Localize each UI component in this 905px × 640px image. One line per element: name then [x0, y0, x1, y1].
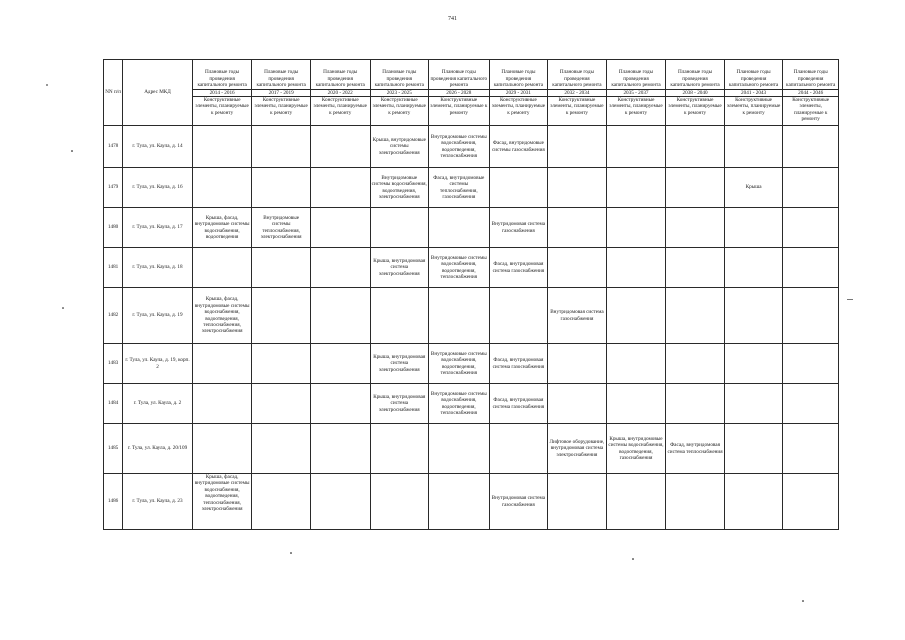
elements-header-6: Конструктивные элементы, планируемые к ремонту	[489, 97, 548, 126]
repair-elements-cell	[783, 344, 839, 384]
repair-elements-cell	[310, 208, 370, 248]
row-address: г. Тула, ул. Каула, д. 19, корп. 2	[123, 344, 193, 384]
repair-elements-cell	[252, 424, 311, 474]
repair-elements-cell	[429, 424, 490, 474]
repair-elements-cell: Лифтовое оборудование, внутридомовая система электроснабжения	[548, 424, 607, 474]
scan-speck	[46, 84, 48, 86]
row-number: 1484	[104, 384, 123, 424]
repair-elements-cell	[783, 248, 839, 288]
repair-elements-cell	[192, 384, 252, 424]
table-row	[104, 424, 839, 474]
repair-elements-cell	[489, 288, 548, 344]
repair-elements-cell	[310, 344, 370, 384]
period-header-5	[429, 60, 490, 97]
period-label: Плановые годы проведения капитального ремонта	[786, 69, 836, 89]
period-label: Плановые годы проведения капитального ремонта	[374, 69, 424, 89]
elements-header-3: Конструктивные элементы, планируемые к ремонту	[310, 97, 370, 126]
repair-elements-cell	[192, 424, 252, 474]
scan-speck	[632, 558, 634, 560]
period-label: Плановые годы проведения капитального ремонта	[611, 69, 661, 89]
repair-elements-cell	[192, 344, 252, 384]
repair-elements-cell	[548, 384, 607, 424]
repair-elements-cell: Крыша, внутридомовая система электроснабжения	[370, 344, 429, 384]
repair-elements-cell: Внутридомовые системы водоснабжения, водоотведения, теплоснабжения	[429, 126, 490, 168]
header-periods-row	[104, 60, 839, 97]
elements-header-2: Конструктивные элементы, планируемые к ремонту	[252, 97, 311, 126]
repair-elements-cell	[783, 474, 839, 530]
repair-elements-cell	[429, 474, 490, 530]
period-years: 2035 - 2037	[607, 89, 666, 96]
repair-elements-cell	[310, 474, 370, 530]
repair-elements-cell	[489, 424, 548, 474]
repair-elements-cell	[548, 168, 607, 208]
repair-elements-cell	[606, 474, 666, 530]
elements-header-11: Конструктивные элементы, планируемые к ремонту	[783, 97, 839, 126]
period-header-10	[724, 60, 783, 97]
repair-elements-cell	[548, 344, 607, 384]
repair-elements-cell	[783, 288, 839, 344]
repair-elements-cell	[310, 288, 370, 344]
row-number: 1485	[104, 424, 123, 474]
row-number: 1478	[104, 126, 123, 168]
scan-speck	[71, 150, 73, 152]
row-number: 1480	[104, 208, 123, 248]
repair-elements-cell	[666, 474, 725, 530]
repair-elements-cell	[724, 208, 783, 248]
period-years: 2026 - 2028	[429, 89, 489, 96]
period-header-3	[310, 60, 370, 97]
repair-elements-cell	[548, 474, 607, 530]
repair-elements-cell	[310, 126, 370, 168]
repair-elements-cell	[429, 208, 490, 248]
repair-elements-cell	[783, 168, 839, 208]
repair-elements-cell: Фасад, внутридомовые системы газоснабжения	[489, 126, 548, 168]
repair-elements-cell	[724, 344, 783, 384]
table-row	[104, 288, 839, 344]
row-address: г. Тула, ул. Каула, д. 23	[123, 474, 193, 530]
repair-elements-cell: Внутридомовые системы водоснабжения, водоотведения, теплоснабжения	[429, 248, 490, 288]
repair-elements-cell	[724, 288, 783, 344]
repair-elements-cell: Внутридомовые системы водоснабжения, водоотведения, теплоснабжения	[429, 344, 490, 384]
repair-elements-cell	[606, 248, 666, 288]
repair-elements-cell	[310, 248, 370, 288]
repair-elements-cell	[370, 474, 429, 530]
repair-elements-cell: Крыша, внутридомовая система электроснабжения	[370, 248, 429, 288]
repair-elements-cell	[606, 126, 666, 168]
period-label: Плановые годы проведения капитального ремонта	[670, 69, 720, 89]
table-row	[104, 126, 839, 168]
period-years: 2041 - 2043	[725, 89, 783, 96]
repair-elements-cell: Крыша	[724, 168, 783, 208]
repair-elements-cell	[606, 344, 666, 384]
period-years: 2014 - 2016	[193, 89, 252, 96]
repair-elements-cell	[724, 126, 783, 168]
row-number: 1483	[104, 344, 123, 384]
period-years: 2029 - 2031	[490, 89, 548, 96]
repair-elements-cell	[783, 424, 839, 474]
page-number: 741	[448, 16, 457, 22]
repair-elements-cell	[724, 474, 783, 530]
row-number: 1486	[104, 474, 123, 530]
period-years: 2023 - 2025	[371, 89, 429, 96]
repair-elements-cell: Крыша, фасад, внутридомовые системы водоснабжения, водоотведения, теплоснабжения, электроснабжения	[192, 474, 252, 530]
header-elements-row	[104, 97, 839, 126]
repair-elements-cell	[310, 384, 370, 424]
elements-header-10: Конструктивные элементы, планируемые к ремонту	[724, 97, 783, 126]
repair-elements-cell: Крыша, внутридомовые системы электроснабжения	[370, 126, 429, 168]
repair-elements-cell: Внутридомовые системы теплоснабжения, электроснабжения	[252, 208, 311, 248]
repair-elements-cell	[548, 208, 607, 248]
repair-elements-cell: Фасад, внутридомовые системы теплоснабжения, газоснабжения	[429, 168, 490, 208]
repair-elements-cell: Внутридомовые системы водоснабжения, водоотведения, теплоснабжения	[429, 384, 490, 424]
elements-header-1: Конструктивные элементы, планируемые к ремонту	[192, 97, 252, 126]
period-years: 2017 - 2019	[252, 89, 310, 96]
scan-speck	[802, 600, 804, 602]
table-row	[104, 168, 839, 208]
repair-elements-cell	[606, 384, 666, 424]
repair-elements-cell	[783, 126, 839, 168]
repair-elements-cell: Внутридомовые системы водоснабжения, водоотведения, электроснабжения	[370, 168, 429, 208]
repair-elements-cell	[606, 288, 666, 344]
repair-elements-cell	[666, 126, 725, 168]
repair-elements-cell	[666, 248, 725, 288]
period-label: Плановые годы проведения капитального ремонта	[728, 69, 779, 89]
repair-elements-cell	[724, 384, 783, 424]
period-years: 2032 - 2034	[548, 89, 606, 96]
period-header-7	[548, 60, 607, 97]
row-address: г. Тула, ул. Каула, д. 14	[123, 126, 193, 168]
repair-elements-cell	[548, 126, 607, 168]
repair-elements-cell	[192, 248, 252, 288]
repair-elements-cell	[666, 288, 725, 344]
repair-elements-cell: Крыша, внутридомовые системы водоснабжения, водоотведения, газоснабжения	[606, 424, 666, 474]
period-years: 2020 - 2022	[311, 89, 370, 96]
elements-header-5: Конструктивные элементы, планируемые к ремонту	[429, 97, 490, 126]
period-header-9	[666, 60, 725, 97]
table-row	[104, 384, 839, 424]
repair-elements-cell: Внутридомовая система газоснабжения	[548, 288, 607, 344]
scan-speck	[290, 552, 292, 554]
elements-header-4: Конструктивные элементы, планируемые к ремонту	[370, 97, 429, 126]
elements-header-8: Конструктивные элементы, планируемые к ремонту	[606, 97, 666, 126]
period-header-2	[252, 60, 311, 97]
table-row	[104, 344, 839, 384]
scan-speck	[847, 299, 853, 300]
repair-elements-cell: Фасад, внутридомовая система газоснабжения	[489, 344, 548, 384]
repair-elements-cell	[370, 288, 429, 344]
row-number: 1479	[104, 168, 123, 208]
period-header-1	[192, 60, 252, 97]
repair-elements-cell	[666, 344, 725, 384]
repair-elements-cell	[724, 248, 783, 288]
repair-elements-cell	[192, 168, 252, 208]
period-label: Плановые годы проведения капитального ремонта	[315, 69, 365, 89]
repair-elements-cell	[724, 424, 783, 474]
period-label: Плановые годы проведения капитального ремонта	[430, 69, 488, 89]
repair-elements-cell: Крыша, фасад, внутридомовые системы водоснабжения, водоотведения	[192, 208, 252, 248]
repair-elements-cell	[783, 384, 839, 424]
repair-elements-cell: Крыша, внутридомовая система электроснабжения	[370, 384, 429, 424]
repair-elements-cell	[252, 384, 311, 424]
elements-header-7: Конструктивные элементы, планируемые к ремонту	[548, 97, 607, 126]
scan-speck	[62, 307, 64, 309]
period-label: Плановые годы проведения капитального ремонта	[493, 69, 544, 89]
repair-elements-cell	[252, 474, 311, 530]
repair-elements-cell	[252, 126, 311, 168]
repair-elements-cell	[370, 424, 429, 474]
repair-elements-cell	[666, 168, 725, 208]
period-header-6	[489, 60, 548, 97]
period-header-8	[606, 60, 666, 97]
repair-elements-cell	[252, 248, 311, 288]
repair-elements-cell	[429, 288, 490, 344]
row-number: 1482	[104, 288, 123, 344]
period-years: 2044 - 2046	[783, 89, 838, 96]
repair-elements-cell	[370, 208, 429, 248]
repair-elements-cell: Фасад, внутридомовая система теплоснабжения	[666, 424, 725, 474]
elements-header-9: Конструктивные элементы, планируемые к ремонту	[666, 97, 725, 126]
repair-elements-cell	[310, 424, 370, 474]
row-address: г. Тула, ул. Каула, д. 20/109	[123, 424, 193, 474]
repair-elements-cell	[252, 344, 311, 384]
repair-elements-cell: Внутридомовая система газоснабжения	[489, 208, 548, 248]
row-address: г. Тула, ул. Каула, д. 18	[123, 248, 193, 288]
table-row	[104, 208, 839, 248]
repair-elements-cell	[666, 208, 725, 248]
repair-elements-cell: Крыша, фасад, внутридомовые системы водоснабжения, водоотведения, теплоснабжения, электроснабжения	[192, 288, 252, 344]
repair-elements-cell	[252, 168, 311, 208]
period-header-4	[370, 60, 429, 97]
repair-elements-cell	[548, 248, 607, 288]
period-label: Плановые годы проведения капитального ремонта	[197, 69, 247, 89]
num-column-header: NN п/п	[104, 60, 123, 126]
repair-elements-cell	[783, 208, 839, 248]
repair-elements-cell	[489, 168, 548, 208]
period-header-11	[783, 60, 839, 97]
repair-elements-cell	[310, 168, 370, 208]
repair-elements-cell	[252, 288, 311, 344]
repair-elements-cell	[192, 126, 252, 168]
address-column-header: Адрес МКД	[123, 60, 193, 126]
table-row	[104, 248, 839, 288]
row-number: 1481	[104, 248, 123, 288]
repair-elements-cell: Внутридомовая система газоснабжения	[489, 474, 548, 530]
repair-elements-cell: Фасад, внутридомовая система газоснабжения	[489, 384, 548, 424]
period-years: 2038 - 2040	[666, 89, 724, 96]
row-address: г. Тула, ул. Каула, д. 16	[123, 168, 193, 208]
capital-repair-plan-table	[103, 59, 839, 530]
repair-elements-cell: Фасад, внутридомовая система газоснабжения	[489, 248, 548, 288]
table-row	[104, 474, 839, 530]
repair-elements-cell	[606, 168, 666, 208]
repair-elements-cell	[606, 208, 666, 248]
period-label: Плановые годы проведения капитального ремонта	[552, 69, 602, 89]
period-label: Плановые годы проведения капитального ремонта	[256, 69, 306, 89]
row-address: г. Тула, ул. Каула, д. 2	[123, 384, 193, 424]
repair-elements-cell	[666, 384, 725, 424]
row-address: г. Тула, ул. Каула, д. 17	[123, 208, 193, 248]
row-address: г. Тула, ул. Каула, д. 19	[123, 288, 193, 344]
